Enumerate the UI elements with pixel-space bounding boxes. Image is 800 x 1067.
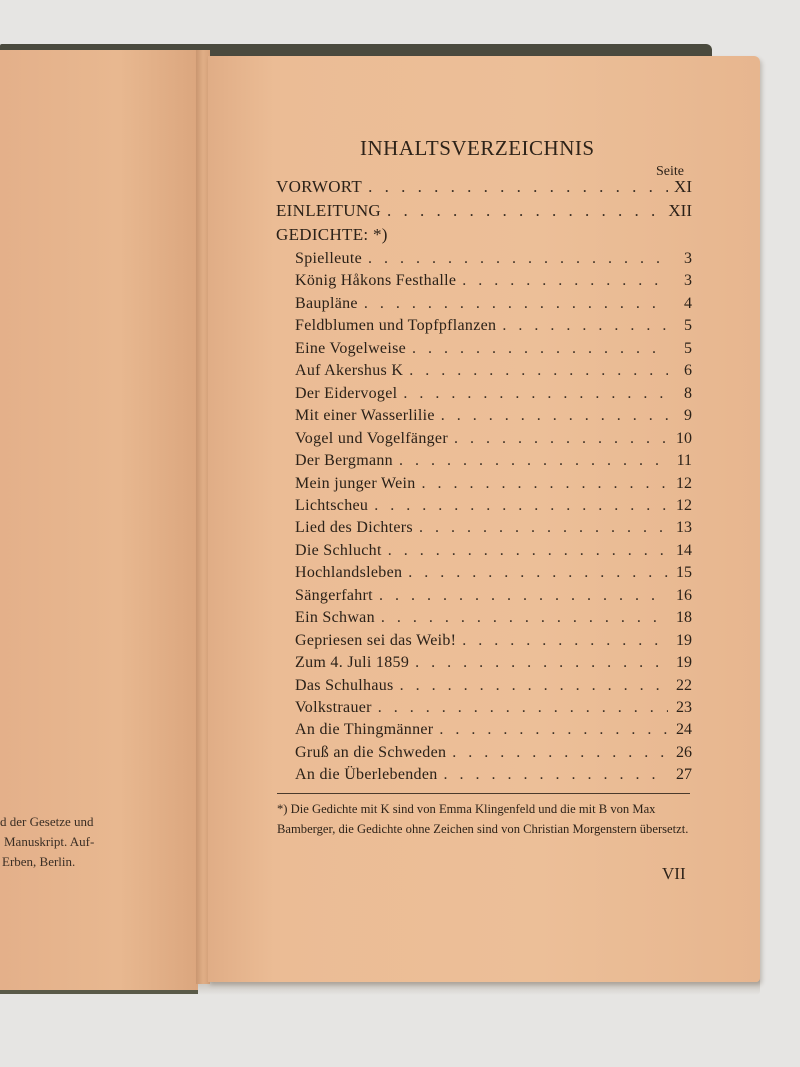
- toc-entry-label: Der Bergmann: [295, 452, 393, 470]
- seite-label: Seite: [656, 164, 684, 179]
- leader-dots: [502, 317, 668, 335]
- leader-dots: [364, 295, 668, 313]
- toc-entry-label: An die Überlebenden: [295, 766, 438, 784]
- toc-entry-label: Lied des Dichters: [295, 519, 413, 537]
- toc-entry-page: 26: [676, 743, 692, 761]
- leader-dots: [441, 407, 668, 425]
- toc-entry: [295, 475, 692, 497]
- leader-dots: [400, 677, 668, 695]
- toc-entry-page: XI: [674, 177, 692, 196]
- left-line: d der Gesetze und: [0, 814, 94, 829]
- toc-entry-page: 19: [676, 631, 692, 649]
- toc-entry-page: 24: [676, 721, 692, 739]
- leader-dots: [368, 177, 668, 197]
- footnote-rule: [277, 793, 690, 794]
- toc-entry-label: Der Eidervogel: [295, 384, 398, 402]
- leader-dots: [403, 385, 668, 403]
- toc-entry: [295, 519, 692, 541]
- toc-entry: [295, 430, 692, 452]
- toc-entry: [295, 362, 692, 384]
- toc-entry: [295, 766, 692, 788]
- toc-entry-page: 6: [684, 362, 692, 380]
- toc-entry: [295, 699, 692, 721]
- toc-entry: [295, 295, 692, 317]
- toc-entry-label: Gruß an die Schweden: [295, 743, 447, 761]
- toc-entry: [295, 677, 692, 699]
- toc-entry-page: 9: [684, 407, 692, 425]
- leader-dots: [381, 609, 668, 627]
- toc-entry-page: 12: [676, 496, 692, 514]
- toc-entry-page: 3: [684, 272, 692, 290]
- toc-entry: [295, 317, 692, 339]
- toc-entry-label: Vogel und Vogelfänger: [295, 429, 448, 447]
- toc-entry-page: 19: [676, 654, 692, 672]
- toc-entry: [295, 385, 692, 407]
- toc-entry-page: 5: [684, 317, 692, 335]
- toc-entry-page: 16: [676, 586, 692, 604]
- toc-entry-page: 5: [684, 339, 692, 357]
- leader-dots: [408, 564, 668, 582]
- toc-entry-label: Eine Vogelweise: [295, 339, 406, 357]
- left-page: [0, 50, 198, 994]
- toc-entry: [295, 497, 692, 519]
- toc-entry-page: 15: [676, 564, 692, 582]
- leader-dots: [452, 744, 668, 762]
- toc-entry-page: 8: [684, 384, 692, 402]
- toc-entry-label: Das Schulhaus: [295, 676, 394, 694]
- toc-entry: [295, 721, 692, 743]
- left-line: Erben, Berlin.: [2, 854, 76, 869]
- toc-entry-label: Mit einer Wasserlilie: [295, 407, 435, 425]
- toc-entry-label: Volkstrauer: [295, 699, 372, 716]
- toc-entry: [295, 407, 692, 429]
- toc-entry: [295, 564, 692, 586]
- leader-dots: [388, 542, 668, 560]
- toc-entry: [295, 250, 692, 272]
- toc-entry-label: VORWORT: [276, 177, 363, 196]
- toc-entry: [276, 225, 692, 247]
- toc-entry-page: 3: [684, 250, 692, 267]
- leader-dots: [444, 766, 668, 784]
- toc-entry-page: 4: [684, 294, 692, 312]
- toc-entry-label: Feldblumen und Topfpflanzen: [295, 317, 497, 335]
- leader-dots: [409, 362, 668, 380]
- toc-entry-page: 12: [676, 474, 692, 492]
- toc-entry: [276, 201, 692, 223]
- toc-entry-label: Gepriesen sei das Weib!: [295, 631, 457, 649]
- toc-title: INHALTSVERZEICHNIS: [360, 136, 595, 160]
- toc-entry-label: Sängerfahrt: [295, 586, 373, 604]
- leader-dots: [374, 497, 668, 515]
- leader-dots: [454, 430, 668, 448]
- leader-dots: [378, 699, 668, 717]
- leader-dots: [422, 475, 668, 493]
- toc-entry-page: 14: [676, 541, 692, 559]
- toc-entry-page: 11: [676, 452, 692, 470]
- toc-entry: [295, 609, 692, 631]
- leader-dots: [412, 340, 668, 358]
- toc-entry-page: 27: [676, 766, 692, 784]
- footnote: *) Die Gedichte mit K sind von Emma Klingenfeld und die mit B von Max Bamberger, die Gedichte ohne Zeichen sind von Christian Morgenstern übersetzt.: [277, 802, 689, 836]
- leader-dots: [399, 452, 668, 470]
- page-number: VII: [662, 864, 686, 883]
- toc-entry-label: Baupläne: [295, 294, 358, 312]
- leader-dots: [387, 201, 664, 221]
- leader-dots: [415, 654, 668, 672]
- toc-entry-label: Lichtscheu: [295, 496, 369, 514]
- toc-entry-page: 18: [676, 609, 692, 627]
- toc-entry-label: König Håkons Festhalle: [295, 272, 457, 290]
- toc-entry-label: Mein junger Wein: [295, 474, 416, 492]
- toc-entry-page: 10: [676, 429, 692, 447]
- toc-entry-label: EINLEITUNG: [276, 201, 381, 220]
- toc-entry: [295, 744, 692, 766]
- toc-entry-label: An die Thingmänner: [295, 721, 434, 739]
- toc-entry-label: Ein Schwan: [295, 609, 375, 627]
- toc-entry: [295, 587, 692, 609]
- leader-dots: [419, 519, 668, 537]
- toc-entry-label: Auf Akershus K: [295, 362, 404, 380]
- toc-entry-page: 13: [676, 519, 692, 537]
- toc-entry: [295, 654, 692, 676]
- toc-entry-label: Hochlandsleben: [295, 564, 403, 582]
- toc-entry-page: 22: [676, 676, 692, 694]
- toc-entry-label: Spielleute: [295, 250, 362, 267]
- left-page-text: [0, 812, 190, 872]
- toc-entry: [295, 452, 692, 474]
- leader-dots: [439, 721, 668, 739]
- toc-entry-page: XII: [668, 201, 692, 220]
- left-line: Manuskript. Auf-: [4, 834, 95, 849]
- leader-dots: [368, 250, 668, 268]
- toc-entry-label: Zum 4. Juli 1859: [295, 654, 410, 672]
- toc-entry: [295, 340, 692, 362]
- toc-entry-label: Die Schlucht: [295, 541, 382, 559]
- toc-entry-page: 23: [676, 699, 692, 716]
- leader-dots: [462, 272, 668, 290]
- leader-dots: [379, 587, 668, 605]
- toc-entry: [295, 632, 692, 654]
- leader-dots: [462, 632, 668, 650]
- toc-entry: [295, 272, 692, 294]
- toc-entry: [276, 177, 692, 199]
- toc-entry: [295, 542, 692, 564]
- toc-entry-label: GEDICHTE: *): [276, 225, 388, 244]
